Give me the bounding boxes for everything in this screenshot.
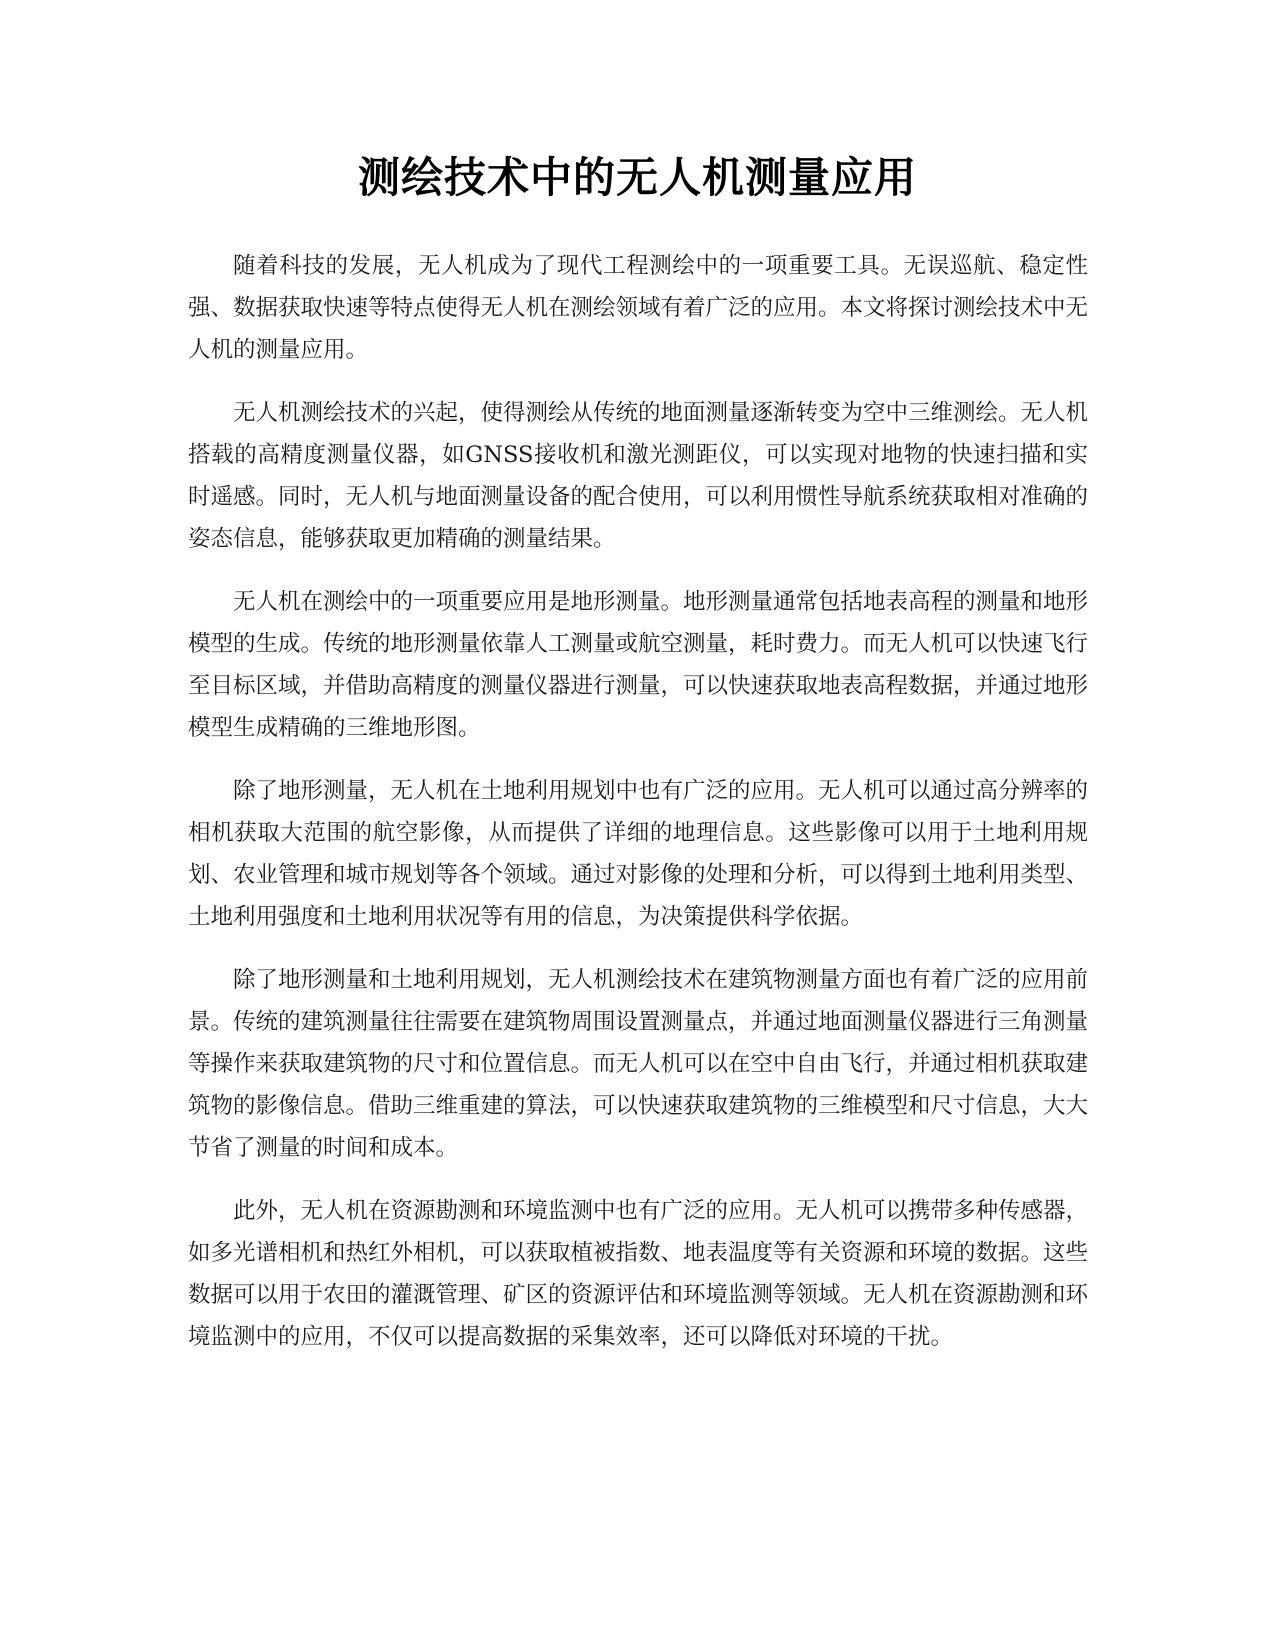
document-body — [188, 245, 1088, 1379]
paragraph-resource-environment: 此外，无人机在资源勘测和环境监测中也有广泛的应用。无人机可以携带多种传感器，如多光谱相机和热红外相机，可以获取植被指数、地表温度等有关资源和环境的数据。这些数据可以用于农田的灌溉管理、矿区的资源评估和环境监测等领域。无人机在资源勘测和环境监测中的应用，不仅可以提高数据的采集效率，还可以降低对环境的干扰。 — [188, 1198, 1089, 1350]
document-title: 测绘技术中的无人机测量应用 — [357, 153, 917, 202]
paragraph-terrain-survey: 无人机在测绘中的一项重要应用是地形测量。地形测量通常包括地表高程的测量和地形模型的生成。传统的地形测量依靠人工测量或航空测量，耗时费力。而无人机可以快速飞行至目标区域，并借助高精度的测量仪器进行测量，可以快速获取地表高程数据，并通过地形模型生成精确的三维地形图。 — [188, 589, 1089, 741]
paragraph-rise-of-uav-surveying: 无人机测绘技术的兴起，使得测绘从传统的地面测量逐渐转变为空中三维测绘。无人机搭载的高精度测量仪器，如GNSS接收机和激光测距仪，可以实现对地物的快速扫描和实时遥感。同时，无人机与地面测量设备的配合使用，可以利用惯性导航系统获取相对准确的姿态信息，能够获取更加精确的测量结果。 — [188, 400, 1089, 552]
paragraph-building-survey: 除了地形测量和土地利用规划，无人机测绘技术在建筑物测量方面也有着广泛的应用前景。传统的建筑测量往往需要在建筑物周围设置测量点，并通过地面测量仪器进行三角测量等操作来获取建筑物的尺寸和位置信息。而无人机可以在空中自由飞行，并通过相机获取建筑物的影像信息。借助三维重建的算法，可以快速获取建筑物的三维模型和尺寸信息，大大节省了测量的时间和成本。 — [188, 967, 1089, 1161]
paragraph-intro: 随着科技的发展，无人机成为了现代工程测绘中的一项重要工具。无误巡航、稳定性强、数据获取快速等特点使得无人机在测绘领域有着广泛的应用。本文将探讨测绘技术中无人机的测量应用。 — [188, 253, 1089, 363]
paragraph-land-use-planning: 除了地形测量，无人机在土地利用规划中也有广泛的应用。无人机可以通过高分辨率的相机获取大范围的航空影像，从而提供了详细的地理信息。这些影像可以用于土地利用规划、农业管理和城市规划等各个领域。通过对影像的处理和分析，可以得到土地利用类型、土地利用强度和土地利用状况等有用的信息，为决策提供科学依据。 — [188, 778, 1089, 930]
